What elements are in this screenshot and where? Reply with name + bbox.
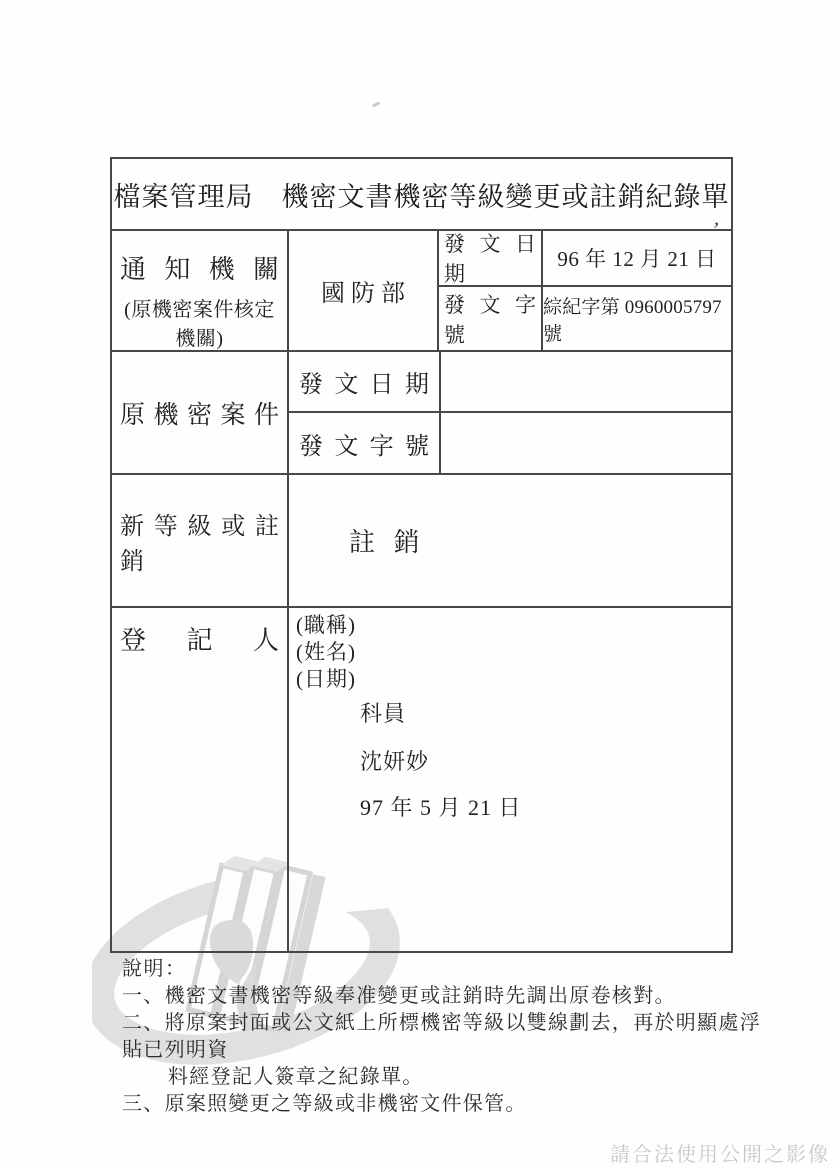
notify-agency-value: 國防部 — [321, 281, 411, 307]
cell-original-case-label — [112, 352, 289, 475]
scan-artifact-tick: ’ — [710, 216, 722, 243]
cell-original-issue-date-label — [289, 352, 441, 413]
note-item-3: 三、原案照變更之等級或非機密文件保管。 — [122, 1093, 527, 1115]
registrant-hint-name: (姓名) — [296, 640, 356, 664]
cell-original-issue-date-value — [441, 352, 731, 413]
form-title-text: 檔案管理局 機密文書機密等級變更或註銷紀錄單 — [113, 181, 730, 212]
note-item-2: 二、將原案封面或公文紙上所標機密等級以雙線劃去，再於明顯處浮貼已列明資 — [122, 1012, 761, 1061]
registrant-label: 登 記 人 — [120, 626, 279, 655]
notes-heading: 說明： — [122, 958, 187, 980]
notify-agency-sublabel: (原機密案件核定機關) — [124, 299, 275, 350]
record-form-table — [110, 157, 733, 953]
cell-notify-agency-value — [289, 231, 439, 352]
registrant-hint-date: (日期) — [296, 667, 356, 691]
original-issue-number-label: 發 文 字 號 — [299, 433, 429, 460]
cell-new-level-value — [289, 475, 731, 608]
registrant-title-value: 科員 — [360, 701, 407, 726]
note-item-1: 一、機密文書機密等級奉准變更或註銷時先調出原卷核對。 — [122, 985, 676, 1007]
original-issue-date-label: 發 文 日 期 — [299, 372, 429, 398]
cell-original-issue-number-value — [441, 413, 731, 475]
cell-registrant-value — [289, 608, 731, 951]
issue-number-value: 綜紀字第 0960005797 號 — [543, 296, 722, 345]
notify-agency-label: 通 知 機 關 — [120, 255, 279, 284]
cell-issue-date-value — [543, 231, 731, 287]
cell-original-issue-number-label — [289, 413, 441, 475]
note-item-2-continued: 料經登記人簽章之紀錄單。 — [168, 1066, 424, 1088]
registrant-date-value: 97 年 5 月 21 日 — [360, 795, 522, 820]
original-case-label: 原 機 密 案 件 — [120, 401, 279, 429]
new-level-value: 註 銷 — [349, 528, 422, 557]
registrant-name-value: 沈妍妙 — [360, 749, 430, 774]
cell-issue-number-value — [543, 287, 731, 352]
issue-date-label: 發 文 日 期 — [444, 232, 536, 286]
cell-issue-date-label — [439, 231, 543, 287]
registrant-entries — [360, 699, 731, 823]
cell-issue-number-label — [439, 287, 543, 352]
registrant-hint-title: (職稱) — [296, 613, 356, 637]
scan-artifact-dot — [372, 101, 381, 107]
cell-registrant-label — [112, 608, 289, 951]
new-level-label: 新 等 級 或 註 銷 — [120, 513, 279, 575]
form-title — [112, 159, 731, 231]
issue-number-label: 發 文 字 號 — [444, 292, 536, 347]
notes-section — [122, 956, 782, 1118]
cell-new-level-label — [112, 475, 289, 608]
copyright-watermark: 請合法使用公開之影像 — [610, 1144, 830, 1166]
issue-date-value: 96 年 12 月 21 日 — [557, 247, 717, 271]
cell-notify-agency-label — [112, 231, 289, 352]
